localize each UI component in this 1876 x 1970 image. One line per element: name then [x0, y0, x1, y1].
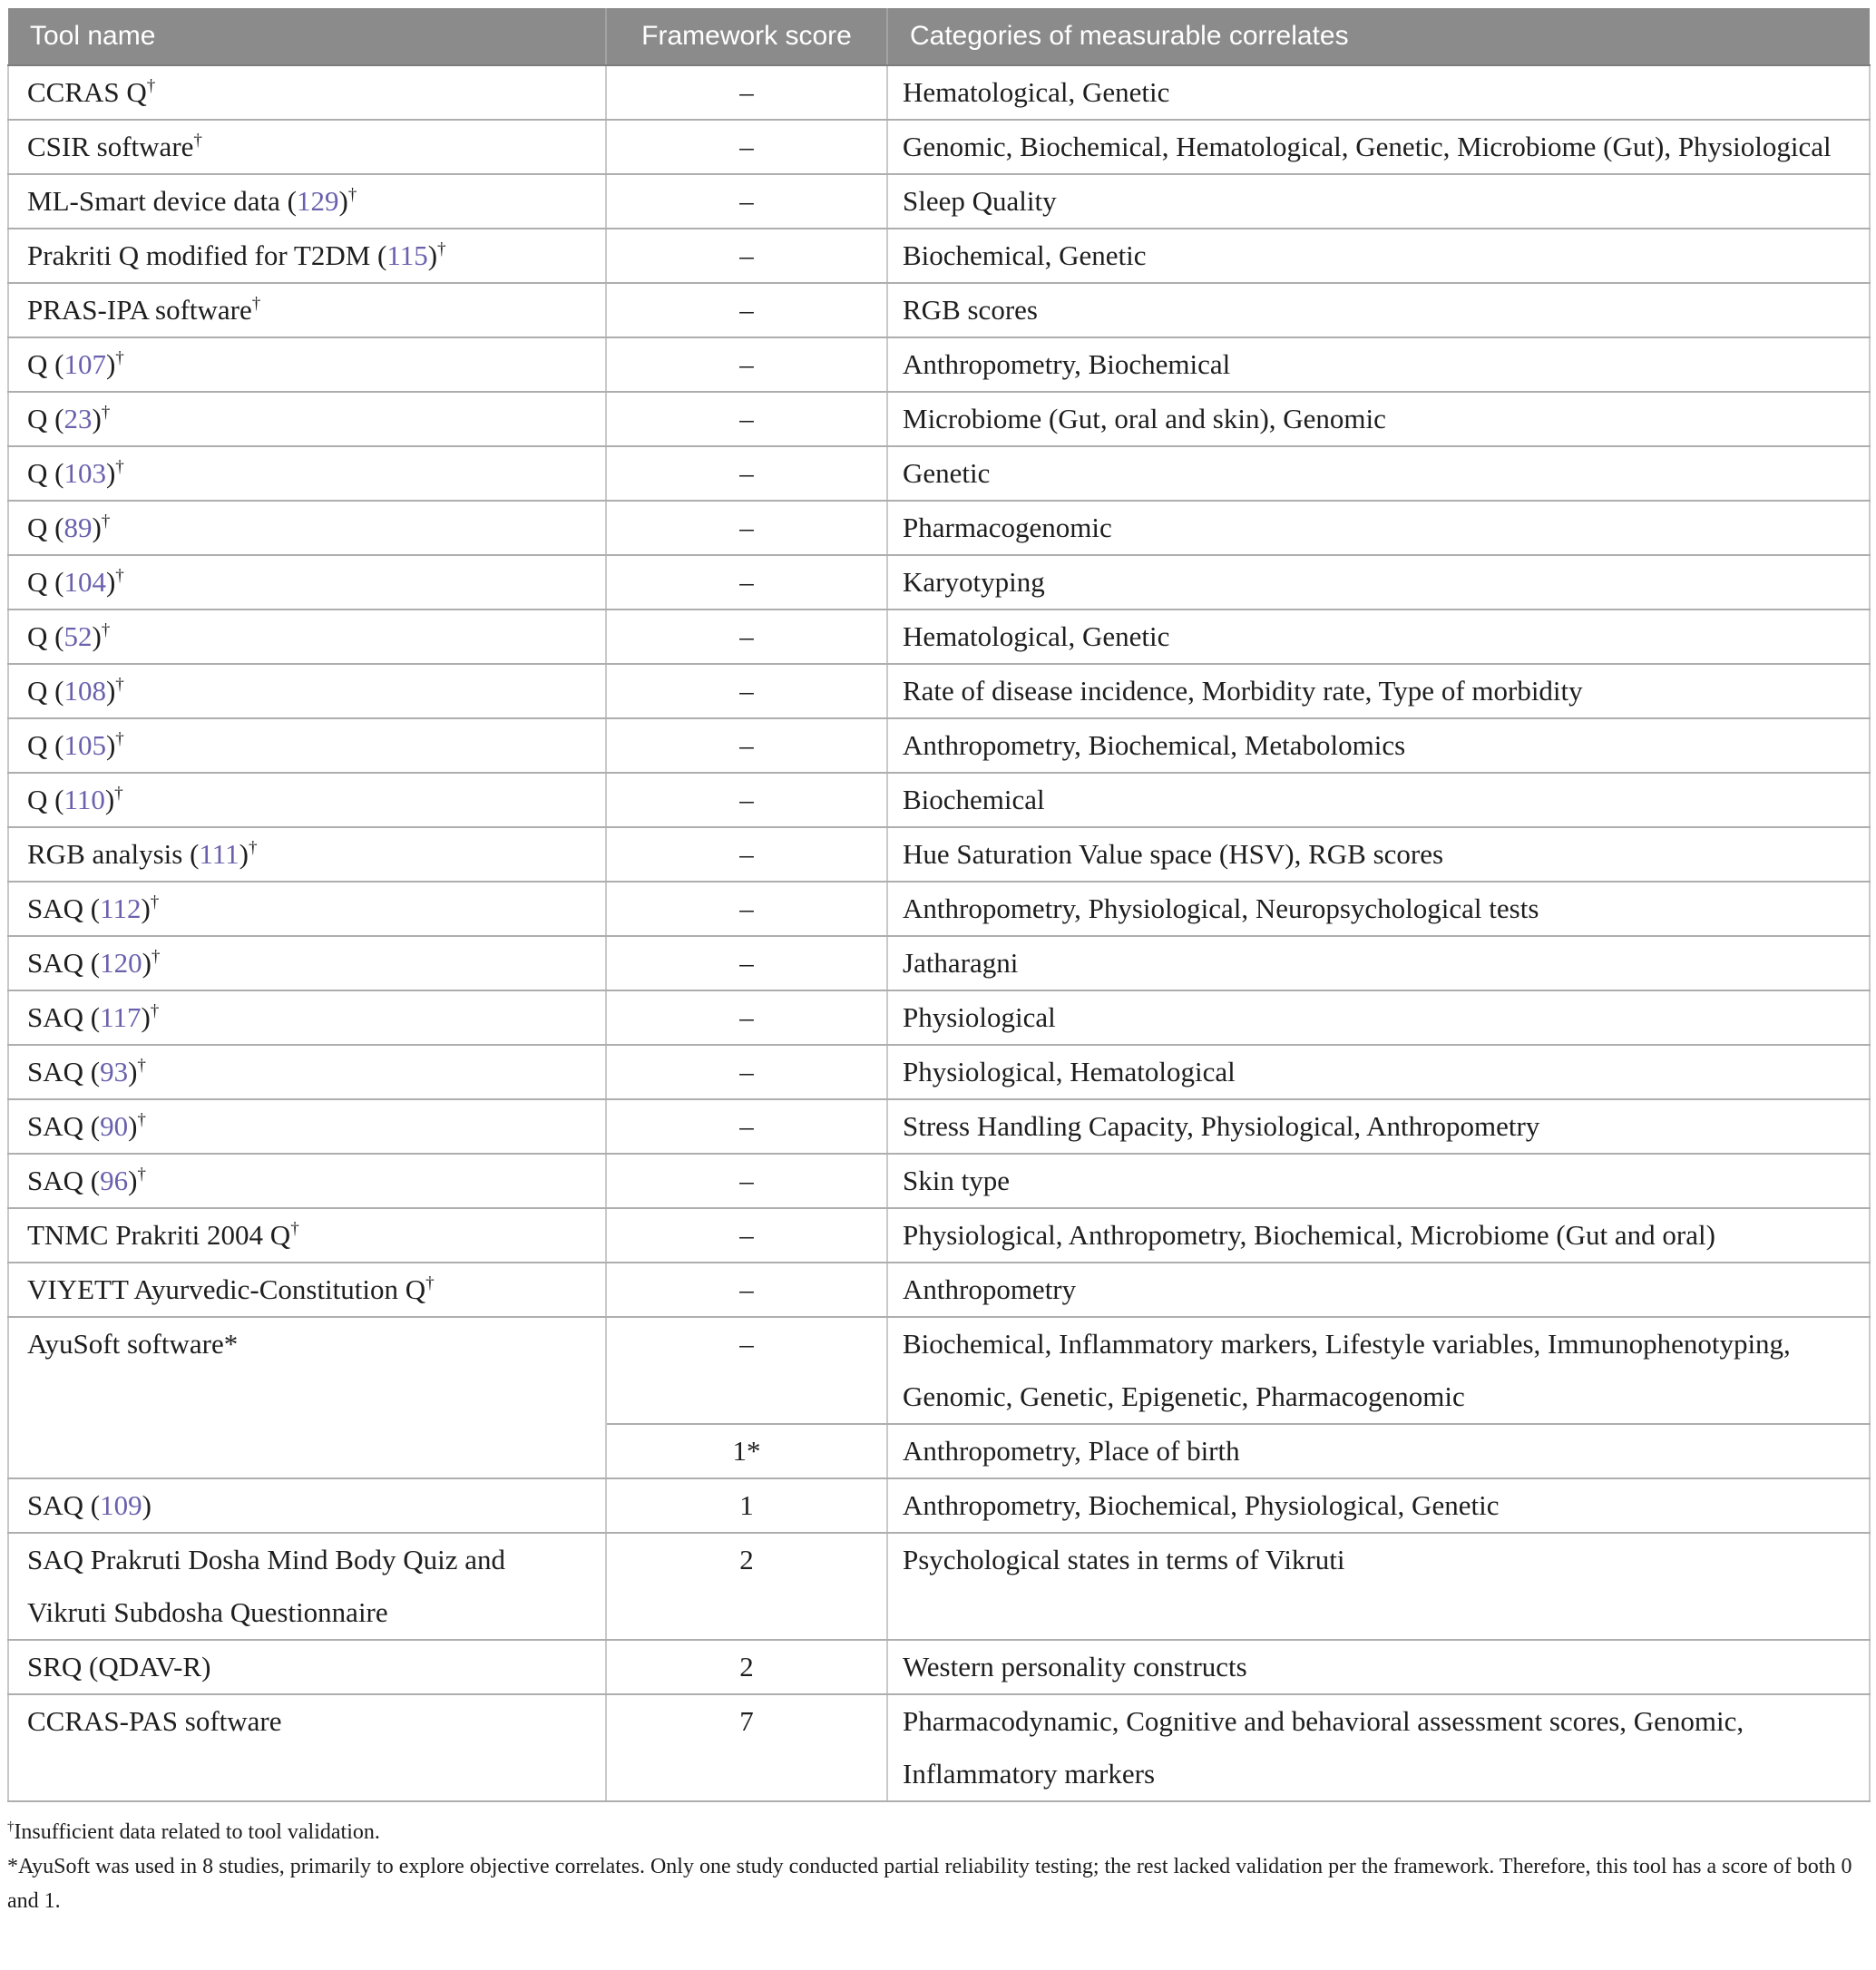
categories-cell: Hematological, Genetic	[887, 610, 1870, 664]
tool-name-cell: CCRAS-PAS software	[8, 1694, 606, 1801]
tool-name-cell: SAQ (120)†	[8, 936, 606, 990]
tool-name-cell: AyuSoft software*	[8, 1317, 606, 1478]
tool-name-cell: CSIR software†	[8, 120, 606, 174]
dagger-mark: †	[425, 1273, 435, 1293]
categories-cell: Pharmacodynamic, Cognitive and behavioral assessment scores, Genomic, Inflammatory markers	[887, 1694, 1870, 1801]
dagger-mark: †	[150, 892, 160, 912]
dagger-mark: †	[114, 784, 123, 804]
dagger-mark: †	[151, 947, 161, 967]
categories-cell: Anthropometry, Biochemical, Metabolomics	[887, 718, 1870, 773]
dagger-mark: †	[146, 76, 156, 96]
framework-score-cell: –	[606, 610, 887, 664]
framework-score-cell: 1*	[606, 1424, 887, 1478]
table-row	[8, 283, 1870, 337]
tool-name-cell: SAQ (109)	[8, 1478, 606, 1533]
citation-link[interactable]: 129	[296, 185, 339, 217]
dagger-mark: †	[115, 348, 124, 368]
table-row	[8, 392, 1870, 446]
tool-name-cell: ML-Smart device data (129)†	[8, 174, 606, 229]
table-row	[8, 446, 1870, 501]
tool-name-cell: Q (52)†	[8, 610, 606, 664]
framework-score-cell: –	[606, 120, 887, 174]
table-row	[8, 1694, 1870, 1801]
table-row	[8, 1208, 1870, 1263]
table-row	[8, 1317, 1870, 1424]
tool-name-cell: SAQ (112)†	[8, 882, 606, 936]
framework-score-cell: –	[606, 990, 887, 1045]
framework-score-cell: –	[606, 936, 887, 990]
categories-cell: Genomic, Biochemical, Hematological, Genetic, Microbiome (Gut), Physiological	[887, 120, 1870, 174]
categories-cell: Anthropometry, Place of birth	[887, 1424, 1870, 1478]
table-row	[8, 337, 1870, 392]
tool-name-cell: CCRAS Q†	[8, 65, 606, 120]
table-row	[8, 1478, 1870, 1533]
tool-name-cell: SAQ (93)†	[8, 1045, 606, 1099]
dagger-mark: †	[347, 185, 357, 205]
framework-score-cell: –	[606, 1154, 887, 1208]
categories-cell: Skin type	[887, 1154, 1870, 1208]
tool-name-cell: TNMC Prakriti 2004 Q†	[8, 1208, 606, 1263]
citation-link[interactable]: 115	[386, 239, 428, 271]
tool-name-cell: PRAS-IPA software†	[8, 283, 606, 337]
table-row	[8, 827, 1870, 882]
dagger-mark: †	[290, 1219, 299, 1239]
framework-score-cell: –	[606, 1208, 887, 1263]
citation-link[interactable]: 109	[100, 1489, 142, 1521]
table-row	[8, 1533, 1870, 1640]
tool-name-cell: Q (103)†	[8, 446, 606, 501]
framework-score-cell: –	[606, 446, 887, 501]
framework-score-cell: –	[606, 337, 887, 392]
framework-score-cell: –	[606, 1045, 887, 1099]
dagger-mark: †	[248, 838, 258, 858]
categories-cell: Anthropometry, Biochemical	[887, 337, 1870, 392]
header-tool-name: Tool name	[8, 8, 606, 65]
framework-score-cell: –	[606, 65, 887, 120]
table-row	[8, 1045, 1870, 1099]
citation-link[interactable]: 90	[100, 1110, 129, 1142]
categories-cell: Biochemical	[887, 773, 1870, 827]
categories-cell: Microbiome (Gut, oral and skin), Genomic	[887, 392, 1870, 446]
framework-score-cell: –	[606, 174, 887, 229]
framework-score-cell: –	[606, 1263, 887, 1317]
dagger-mark: †	[101, 512, 111, 532]
dagger-mark: †	[137, 1056, 147, 1076]
tool-name-cell: Prakriti Q modified for T2DM (115)†	[8, 229, 606, 283]
tool-name-cell: SAQ (90)†	[8, 1099, 606, 1154]
citation-link[interactable]: 104	[64, 566, 106, 598]
correlates-table	[7, 8, 1871, 1802]
framework-score-cell: –	[606, 718, 887, 773]
citation-link[interactable]: 23	[64, 403, 93, 434]
categories-cell: Karyotyping	[887, 555, 1870, 610]
table-row	[8, 174, 1870, 229]
table-body	[8, 65, 1870, 1801]
dagger-mark: †	[7, 1819, 15, 1834]
tool-name-cell: Q (107)†	[8, 337, 606, 392]
table-row	[8, 990, 1870, 1045]
citation-link[interactable]: 103	[64, 457, 106, 489]
table-row	[8, 773, 1870, 827]
footnote-dagger-text: Insufficient data related to tool validation.	[14, 1820, 380, 1844]
table-row	[8, 718, 1870, 773]
tool-name-cell: Q (105)†	[8, 718, 606, 773]
tool-name-cell: Q (110)†	[8, 773, 606, 827]
header-categories: Categories of measurable correlates	[887, 8, 1870, 65]
framework-score-cell: 2	[606, 1533, 887, 1640]
table-row	[8, 120, 1870, 174]
categories-cell: Hematological, Genetic	[887, 65, 1870, 120]
categories-cell: Hue Saturation Value space (HSV), RGB scores	[887, 827, 1870, 882]
citation-link[interactable]: 96	[100, 1165, 129, 1196]
framework-score-cell: –	[606, 1317, 887, 1424]
header-row	[8, 8, 1870, 65]
framework-score-cell: –	[606, 501, 887, 555]
tool-name-cell: Q (89)†	[8, 501, 606, 555]
framework-score-cell: 7	[606, 1694, 887, 1801]
table-row	[8, 501, 1870, 555]
framework-score-cell: 1	[606, 1478, 887, 1533]
table-row	[8, 1154, 1870, 1208]
tool-name-cell: SAQ (117)†	[8, 990, 606, 1045]
header-framework-score: Framework score	[606, 8, 887, 65]
table-row	[8, 1640, 1870, 1694]
dagger-mark: †	[251, 294, 261, 314]
tool-name-cell: Q (108)†	[8, 664, 606, 718]
framework-score-cell: 2	[606, 1640, 887, 1694]
tool-name-cell: SAQ (96)†	[8, 1154, 606, 1208]
table-header	[8, 8, 1870, 65]
citation-link[interactable]: 120	[100, 947, 142, 979]
dagger-mark: †	[137, 1110, 147, 1130]
tool-name-cell: SAQ Prakruti Dosha Mind Body Quiz and Vikruti Subdosha Questionnaire	[8, 1533, 606, 1640]
citation-link[interactable]: 108	[64, 675, 106, 707]
categories-cell: Western personality constructs	[887, 1640, 1870, 1694]
dagger-mark: †	[101, 403, 111, 423]
citation-link[interactable]: 52	[64, 620, 93, 652]
table-row	[8, 65, 1870, 120]
categories-cell: Rate of disease incidence, Morbidity rate, Type of morbidity	[887, 664, 1870, 718]
categories-cell: Anthropometry, Physiological, Neuropsychological tests	[887, 882, 1870, 936]
dagger-mark: †	[150, 1001, 160, 1021]
footnote-dagger	[7, 1815, 1869, 1849]
categories-cell: Physiological, Hematological	[887, 1045, 1870, 1099]
framework-score-cell: –	[606, 283, 887, 337]
categories-cell: RGB scores	[887, 283, 1870, 337]
categories-cell: Biochemical, Genetic	[887, 229, 1870, 283]
categories-cell: Stress Handling Capacity, Physiological, Anthropometry	[887, 1099, 1870, 1154]
table-row	[8, 936, 1870, 990]
tool-name-cell: SRQ (QDAV-R)	[8, 1640, 606, 1694]
categories-cell: Genetic	[887, 446, 1870, 501]
framework-score-cell: –	[606, 1099, 887, 1154]
table-row	[8, 555, 1870, 610]
categories-cell: Anthropometry	[887, 1263, 1870, 1317]
categories-cell: Anthropometry, Biochemical, Physiological, Genetic	[887, 1478, 1870, 1533]
tool-name-cell: VIYETT Ayurvedic-Constitution Q†	[8, 1263, 606, 1317]
footnote-asterisk: *AyuSoft was used in 8 studies, primarily to explore objective correlates. Only one study conducted partial reliability testing; the rest lacked validation per the framework. Therefore, this tool has a score of both 0 and 1.	[7, 1855, 1852, 1913]
table-row	[8, 1263, 1870, 1317]
framework-score-cell: –	[606, 664, 887, 718]
citation-link[interactable]: 89	[64, 512, 93, 543]
table-row	[8, 882, 1870, 936]
citation-link[interactable]: 107	[64, 348, 106, 380]
framework-score-cell: –	[606, 392, 887, 446]
dagger-mark: †	[137, 1165, 147, 1185]
framework-score-cell: –	[606, 229, 887, 283]
categories-cell: Sleep Quality	[887, 174, 1870, 229]
dagger-mark: †	[193, 131, 203, 151]
dagger-mark: †	[115, 566, 124, 586]
tool-name-cell: Q (104)†	[8, 555, 606, 610]
dagger-mark: †	[115, 675, 124, 695]
table-row	[8, 664, 1870, 718]
dagger-mark: †	[115, 457, 124, 477]
citation-link[interactable]: 105	[64, 729, 106, 761]
categories-cell: Pharmacogenomic	[887, 501, 1870, 555]
framework-score-cell: –	[606, 773, 887, 827]
tool-name-cell: RGB analysis (111)†	[8, 827, 606, 882]
categories-cell: Biochemical, Inflammatory markers, Lifestyle variables, Immunophenotyping, Genomic, Genetic, Epigenetic, Pharmacogenomic	[887, 1317, 1870, 1424]
framework-score-cell: –	[606, 555, 887, 610]
categories-cell: Psychological states in terms of Vikruti	[887, 1533, 1870, 1640]
framework-score-cell: –	[606, 882, 887, 936]
citation-link[interactable]: 110	[64, 784, 105, 815]
categories-cell: Jatharagni	[887, 936, 1870, 990]
table-row	[8, 229, 1870, 283]
table-row	[8, 610, 1870, 664]
categories-cell: Physiological	[887, 990, 1870, 1045]
tool-name-cell: Q (23)†	[8, 392, 606, 446]
citation-link[interactable]: 111	[199, 838, 239, 870]
footnotes	[7, 1815, 1869, 1918]
categories-cell: Physiological, Anthropometry, Biochemical, Microbiome (Gut and oral)	[887, 1208, 1870, 1263]
dagger-mark: †	[101, 620, 111, 640]
dagger-mark: †	[437, 239, 446, 259]
table-row	[8, 1099, 1870, 1154]
framework-score-cell: –	[606, 827, 887, 882]
citation-link[interactable]: 117	[100, 1001, 142, 1033]
citation-link[interactable]: 112	[100, 892, 142, 924]
dagger-mark: †	[115, 729, 124, 749]
citation-link[interactable]: 93	[100, 1056, 129, 1087]
